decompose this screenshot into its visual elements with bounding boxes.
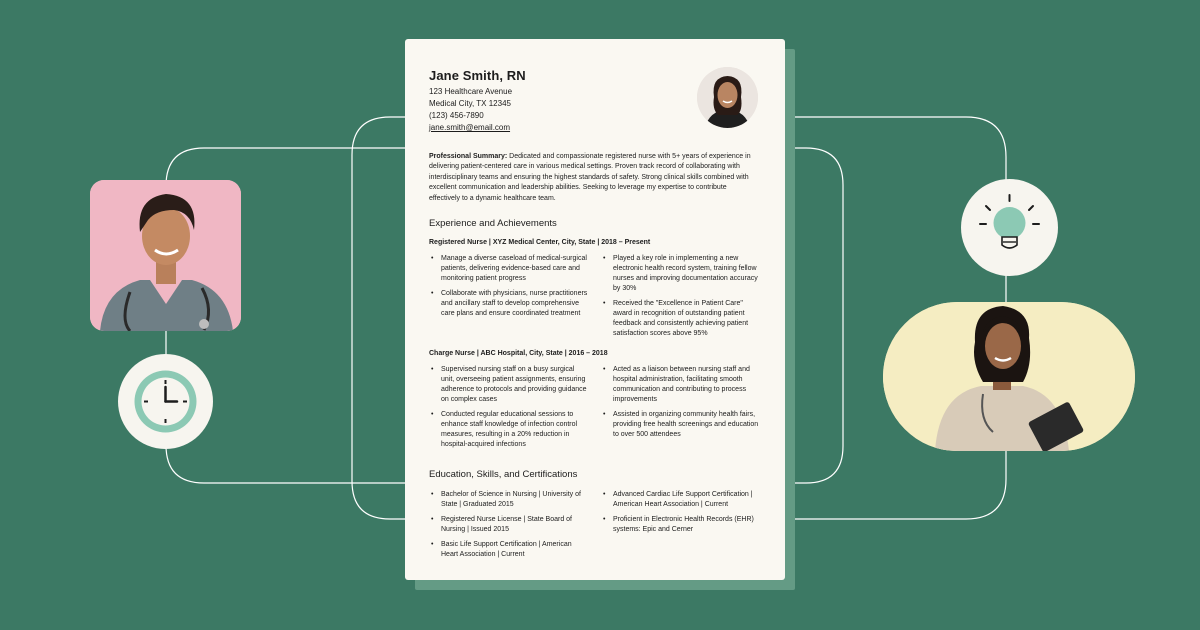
candidate-name: Jane Smith, RN	[429, 68, 526, 83]
clock-icon	[118, 354, 213, 449]
bullet-item: • Advanced Cardiac Life Support Certification | American Heart Association | Current	[601, 490, 761, 510]
job-bullets-left	[429, 254, 589, 344]
resume-avatar	[697, 67, 758, 128]
professional-summary	[429, 152, 751, 204]
bullet-item: • Assisted in organizing community health fairs, providing free health screenings and education to over 500 attendees	[601, 410, 761, 440]
lightbulb-icon	[961, 179, 1058, 276]
bullet-item: • Conducted regular educational sessions to enhance staff knowledge of infection control measures, resulting in a 20% reduction in hospital-acquired infections	[429, 410, 589, 450]
clock-badge	[118, 354, 213, 449]
job-bullets-right	[601, 254, 761, 344]
nurse-tablet-photo	[883, 302, 1135, 451]
education-heading: Education, Skills, and Certifications	[429, 469, 578, 481]
bullet-item: • Supervised nursing staff on a busy surgical unit, overseeing patient assignments, ensuring adherence to protocols and providing guidance on complex cases	[429, 365, 589, 405]
job-entry	[429, 239, 761, 344]
job-bullets-right	[601, 365, 761, 455]
bullet-item: • Bachelor of Science in Nursing | University of State | Graduated 2015	[429, 490, 589, 510]
bullet-item: • Played a key role in implementing a new electronic health record system, training fellow nurses and improving documentation accuracy by 30%	[601, 254, 761, 294]
bullet-item: • Acted as a liaison between nursing staff and hospital administration, facilitating smooth communication and contributing to process improvements	[601, 365, 761, 405]
bullet-item: • Collaborate with physicians, nurse practitioners and ancillary staff to develop comprehensive care plans and ensure coordinated treatment	[429, 289, 589, 319]
address-line-2: Medical City, TX 12345	[429, 99, 511, 108]
phone-number: (123) 456-7890	[429, 111, 484, 120]
summary-label: Professional Summary:	[429, 153, 508, 160]
bullet-item: • Registered Nurse License | State Board of Nursing | Issued 2015	[429, 515, 589, 535]
summary-text: Dedicated and compassionate registered nurse with 5+ years of experience in delivering patient-centered care in various medical settings. Proven track record of collaborating with interdisciplinary teams and ensuring the highest standards of safety. Strong clinical skills combined with excellent communication and leadership abilities. Seeking to leverage my expertise to contribute effectively to a dynamic healthcare team.	[429, 153, 751, 202]
bullet-item: • Received the "Excellence in Patient Care" award in recognition of outstanding patient feedback and consistently achieving patient satisfaction scores above 95%	[601, 299, 761, 339]
experience-heading: Experience and Achievements	[429, 218, 557, 230]
job-role: Registered Nurse | XYZ Medical Center, City, State | 2018 – Present	[429, 239, 651, 247]
avatar-portrait	[697, 67, 758, 128]
nurse-photo-card	[90, 180, 241, 331]
job-entry	[429, 350, 761, 455]
male-nurse-illustration	[90, 180, 241, 331]
address-line-1: 123 Healthcare Avenue	[429, 87, 513, 96]
education-list-right	[601, 490, 761, 565]
bullet-item: • Manage a diverse caseload of medical-surgical patients, delivering evidence-based care and monitoring patient progress	[429, 254, 589, 284]
job-bullets-left	[429, 365, 589, 455]
lightbulb-badge	[961, 179, 1058, 276]
education-list-left	[429, 490, 589, 565]
email-link[interactable]: jane.smith@email.com	[429, 123, 511, 132]
resume-document	[405, 39, 785, 580]
female-nurse-illustration	[883, 302, 1135, 451]
job-role: Charge Nurse | ABC Hospital, City, State | 2016 – 2018	[429, 350, 608, 358]
bullet-item: • Basic Life Support Certification | American Heart Association | Current	[429, 540, 589, 560]
bullet-item: • Proficient in Electronic Health Records (EHR) systems: Epic and Cerner	[601, 515, 761, 535]
